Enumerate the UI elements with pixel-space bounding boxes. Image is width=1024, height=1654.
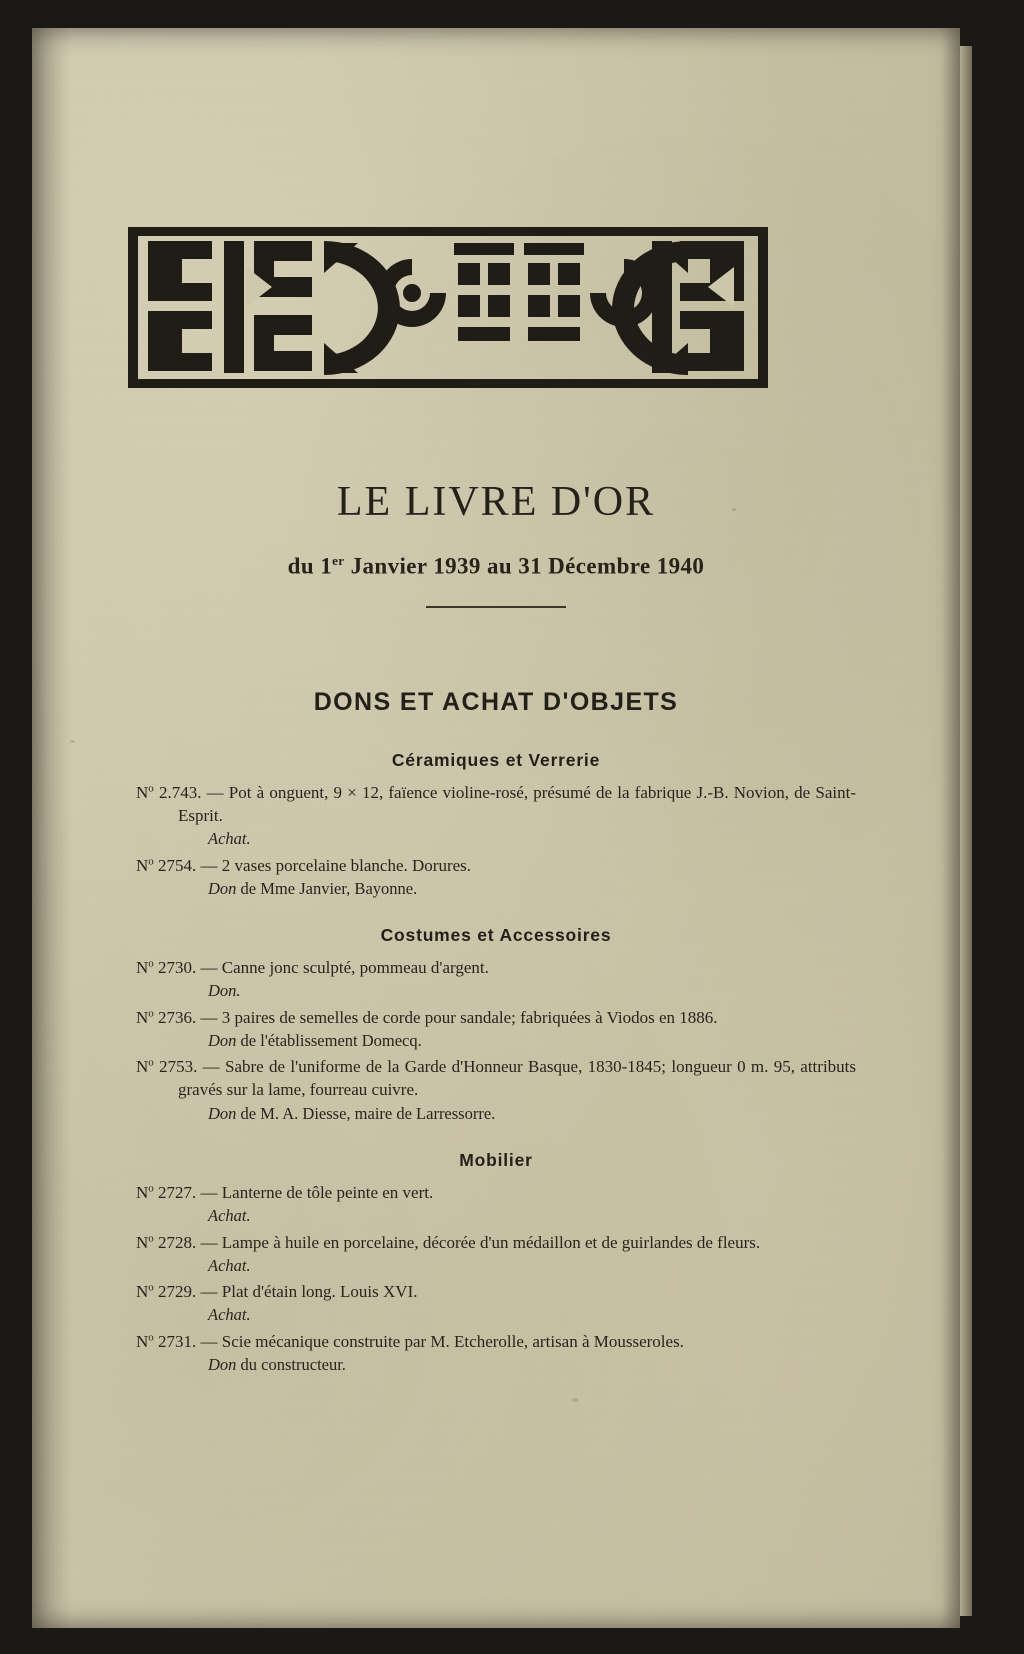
entry-number-prefix: N xyxy=(136,1057,149,1077)
entry-number-prefix: N xyxy=(136,1232,149,1252)
entry-number-sup: o xyxy=(148,1007,154,1020)
page-edge-shadow xyxy=(942,28,960,1628)
entry-number-prefix: N xyxy=(136,1282,149,1302)
ornament-band-icon xyxy=(128,223,768,393)
entry-number-prefix: N xyxy=(136,1182,149,1202)
page-gutter-shadow xyxy=(32,28,72,1628)
subtitle-rest: Janvier 1939 au 31 Décembre 1940 xyxy=(344,553,705,579)
entry-number-sup: o xyxy=(148,1330,154,1343)
entry-number-prefix: N xyxy=(136,958,149,978)
entry-text: 2 vases porcelaine blanche. Dorures. xyxy=(221,855,472,875)
catalog-entry xyxy=(136,1006,856,1029)
entry-number-rest: 2728. — xyxy=(153,1232,218,1252)
entry-text: Plat d'étain long. Louis XVI. xyxy=(221,1282,418,1302)
entry-number-rest: 2727. — xyxy=(153,1182,218,1202)
entry-number xyxy=(136,1282,218,1301)
section-title: DONS ET ACHAT D'OBJETS xyxy=(313,688,679,716)
entry-number xyxy=(136,1183,218,1202)
entry-text: Lanterne de tôle peinte en vert. xyxy=(221,1182,434,1202)
subsection-heading: Costumes et Accessoires xyxy=(380,925,612,946)
entry-text: Lampe à huile en porcelaine, décorée d'un médaillon et de guirlandes de fleurs. xyxy=(221,1232,761,1252)
entry-number-sup: o xyxy=(148,1281,154,1294)
catalog-entry xyxy=(136,1330,856,1353)
entry-number-rest: 2736. — xyxy=(153,1007,218,1027)
entry-note-label: Don xyxy=(208,1354,237,1374)
subsection-heading: Céramiques et Verrerie xyxy=(391,750,601,770)
entry-number xyxy=(136,1332,218,1351)
catalog-entry xyxy=(136,956,856,979)
entries-body xyxy=(136,750,856,1379)
entry-note xyxy=(136,1205,856,1226)
subsection-heading: Mobilier xyxy=(459,1149,533,1170)
entry-note-label: Achat. xyxy=(208,1206,251,1226)
entry-note xyxy=(136,828,856,849)
catalog-entry xyxy=(136,1181,856,1204)
entry-note-rest: de M. A. Diesse, maire de Larressorre. xyxy=(236,1103,496,1123)
entry-number xyxy=(136,958,218,977)
entry-number-sup: o xyxy=(148,855,154,867)
entry-note-rest: de Mme Janvier, Bayonne. xyxy=(236,878,418,898)
entry-number-rest: 2729. — xyxy=(153,1282,218,1302)
entry-number-sup: o xyxy=(148,1182,154,1195)
entry-number xyxy=(136,856,218,875)
entry-text: Pot à onguent, 9 × 12, faïence violine-rosé, présumé de la fabrique J.-B. Novion, de Saint-Esprit. xyxy=(178,783,857,826)
subtitle-ordinal: er xyxy=(332,553,345,568)
entry-note-label: Don xyxy=(208,1030,237,1050)
entry-number-prefix: N xyxy=(136,1007,149,1027)
entry-number-prefix: N xyxy=(136,783,149,802)
entry-number-sup: o xyxy=(148,1056,154,1069)
entry-note-label: Don xyxy=(208,878,237,898)
entry-note-label: Don xyxy=(208,1103,237,1123)
entry-number xyxy=(136,1057,220,1076)
catalog-entry xyxy=(136,781,856,827)
catalog-entry xyxy=(136,1280,856,1303)
page-edge-block xyxy=(960,46,972,1616)
entry-text: Canne jonc sculpté, pommeau d'argent. xyxy=(221,958,489,978)
page-title: LE LIVRE D'OR xyxy=(336,479,656,525)
divider-rule xyxy=(426,606,566,608)
entry-note xyxy=(136,1354,856,1375)
entry-text: Scie mécanique construite par M. Etcherolle, artisan à Mousseroles. xyxy=(221,1331,684,1351)
entry-number-sup: o xyxy=(148,782,154,795)
entry-note-label: Achat. xyxy=(208,829,251,849)
entry-number-rest: 2730. — xyxy=(153,958,218,978)
catalog-entry xyxy=(136,1231,856,1254)
entry-number-sup: o xyxy=(148,1231,154,1244)
entry-number xyxy=(136,783,224,802)
catalog-entry xyxy=(136,1055,856,1101)
entry-note xyxy=(136,1103,856,1124)
paper-speck xyxy=(572,1398,578,1402)
subtitle-prefix: du 1 xyxy=(287,553,333,579)
entry-note-label: Don. xyxy=(208,981,241,1001)
entry-number-sup: o xyxy=(148,957,154,970)
entry-number-prefix: N xyxy=(136,1331,149,1351)
entry-note-label: Achat. xyxy=(208,1305,251,1325)
page-subtitle xyxy=(32,553,960,580)
entry-note xyxy=(136,1304,856,1325)
entry-number xyxy=(136,1008,218,1027)
entry-note xyxy=(136,878,856,899)
entry-note xyxy=(136,1030,856,1051)
entry-note-label: Achat. xyxy=(208,1255,251,1275)
entry-note xyxy=(136,1255,856,1276)
entry-number xyxy=(136,1233,218,1252)
entry-note-rest: du constructeur. xyxy=(236,1354,346,1374)
entry-text: 3 paires de semelles de corde pour sandale; fabriquées à Viodos en 1886. xyxy=(221,1007,718,1027)
entry-text: Sabre de l'uniforme de la Garde d'Honneur Basque, 1830-1845; longueur 0 m. 95, attributs gravés sur la lame, fourreau cuivre. xyxy=(178,1057,857,1100)
catalog-entry xyxy=(136,854,856,877)
entry-number-rest: 2731. — xyxy=(153,1331,218,1351)
entry-number-rest: 2.743. — xyxy=(153,783,224,802)
entry-note-rest: de l'établissement Domecq. xyxy=(236,1030,422,1050)
entry-number-rest: 2754. — xyxy=(153,855,218,875)
entry-note xyxy=(136,980,856,1001)
entry-number-prefix: N xyxy=(136,855,149,875)
paper-sheet xyxy=(32,28,960,1628)
entry-number-rest: 2753. — xyxy=(153,1057,220,1077)
